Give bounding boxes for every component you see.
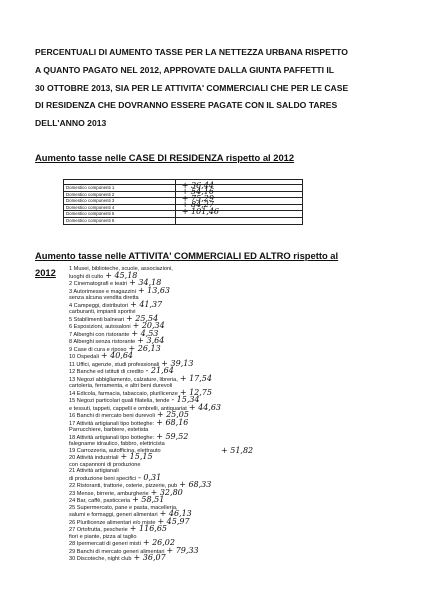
handwritten-value: + 25,54 xyxy=(126,313,159,323)
list-item xyxy=(69,328,429,339)
list-item-text: 20 Attività industriali xyxy=(69,455,119,461)
table-cell-label: Domestico componenti 3 xyxy=(64,198,176,205)
list-item xyxy=(69,270,429,281)
list-item xyxy=(69,373,429,384)
list-item xyxy=(69,555,429,563)
handwritten-value: + 17,54 xyxy=(179,373,212,383)
list-item xyxy=(69,497,429,505)
list-item-text: 7 Alberghi con ristorante xyxy=(69,331,130,338)
residential-table xyxy=(63,179,303,225)
handwritten-value: + 54,16 xyxy=(181,187,214,197)
list-item-text: Parrucchiere, barbiere, estetista xyxy=(69,427,149,433)
list-item-text: 3 Autorimesse e magazzini xyxy=(69,288,136,295)
list-item-text: 9 Case di cura e riposo xyxy=(69,346,127,353)
handwritten-value: + 36,07 xyxy=(133,553,166,562)
residential-section-title: Aumento tasse nelle CASE DI RESIDENZA rispetto al 2012 xyxy=(35,152,295,163)
list-item xyxy=(69,299,429,310)
heading-line: DI RESIDENZA CHE DOVRANNO ESSERE PAGATE CON IL SALDO TARES xyxy=(35,100,338,111)
list-item xyxy=(69,313,429,324)
list-item xyxy=(69,545,429,556)
list-item-text: 18 Attività artigianali tipo botteghe: xyxy=(69,434,155,441)
list-item-text: 26 Plurilicenze alimentari e/o miste xyxy=(69,519,156,526)
table-row xyxy=(64,211,303,218)
list-item-text: 21 Attività artigianali xyxy=(69,468,119,474)
handwritten-value: + 68,33 xyxy=(179,480,212,489)
handwritten-value: + 12,75 xyxy=(179,387,212,397)
table-cell-label: Domestico componenti 4 xyxy=(64,204,176,211)
handwritten-value: + 84,27 xyxy=(181,200,214,210)
handwritten-value: + 13,63 xyxy=(137,285,171,295)
commercial-title-line: Aumento tasse nelle ATTIVITA' COMMERCIALI ED ALTRO rispetto al xyxy=(35,250,339,261)
table-cell-label: Domestico componenti 2 xyxy=(64,191,176,198)
handwritten-value: + 51,82 xyxy=(221,445,254,455)
list-item-text: 29 Banchi di mercato generi alimentari xyxy=(69,548,165,555)
list-item xyxy=(69,358,429,369)
heading-line: A QUANTO PAGATO NEL 2012, APPROVATE DALLA GIUNTA PAFFETTI IL xyxy=(35,64,335,75)
list-item-text: fiori e piante, pizza al taglio xyxy=(69,533,137,540)
list-item-text: cartoleria, ferramenta, e altri beni durevoli xyxy=(69,383,173,389)
handwritten-value: + 3,64 xyxy=(137,336,165,345)
handwritten-value: - 15,34 xyxy=(171,395,200,404)
list-item xyxy=(69,540,429,548)
handwritten-value: + 101,46 xyxy=(181,206,220,216)
list-item xyxy=(69,487,429,498)
commercial-list xyxy=(69,266,429,563)
list-item-text: 12 Banche ed istituti di credito xyxy=(69,369,144,375)
list-item-text: 11 Uffici, agenzie, studi professionali xyxy=(69,361,160,368)
handwritten-value: + 45,97 xyxy=(157,516,190,526)
list-item-text: 16 Banchi di mercato beni durevoli xyxy=(69,413,155,419)
list-item-text: 19 Carrozzeria, autofficina, elettrauto xyxy=(69,447,161,454)
handwritten-value: + 26,02 xyxy=(142,538,175,547)
handwritten-value: + 32,80 xyxy=(150,487,183,497)
list-item-text: 30 Discoteche, night club xyxy=(69,556,132,562)
handwritten-value: + 45,18 xyxy=(105,270,138,280)
commercial-title-line: 2012 xyxy=(35,267,56,278)
handwritten-value: + 79,33 xyxy=(166,545,199,555)
handwritten-value: + 116,65 xyxy=(129,524,168,533)
list-item-text: 27 Ortofrutta, pescherie xyxy=(69,527,128,533)
list-item-text: 10 Ospedali xyxy=(69,354,99,360)
list-item-text: 28 Ipermercati di generi misti xyxy=(69,541,141,547)
list-item-text: 24 Bar, caffè, pasticceria xyxy=(69,498,131,504)
handwritten-value: + 26,13 xyxy=(128,343,161,353)
list-item-text: 17 Attività artigianali tipo botteghe: xyxy=(69,420,155,427)
list-item-text: e tessuti, tappeti, cappelli e ombrelli, antiquariat xyxy=(69,405,187,412)
list-item xyxy=(69,417,429,428)
table-cell-value xyxy=(175,217,302,224)
handwritten-value: + 34,18 xyxy=(129,278,162,287)
handwritten-value: + 25,05 xyxy=(156,410,189,419)
heading-line: PERCENTUALI DI AUMENTO TASSE PER LA NETTEZZA URBANA RISPETTO xyxy=(35,47,348,57)
list-item-text: 4 Campeggi, distributori xyxy=(69,302,129,309)
handwritten-value: + 58,51 xyxy=(132,495,165,504)
handwritten-value: - 0,31 xyxy=(138,472,162,482)
list-item-text: 22 Ristoranti, trattorie, osterie, pizzerie, pub xyxy=(69,483,178,489)
handwritten-value: + 68,16 xyxy=(156,417,189,427)
list-item-text: 8 Alberghi senza ristorante xyxy=(69,339,136,345)
list-item xyxy=(69,323,429,331)
handwritten-value: + 39,13 xyxy=(161,358,194,368)
list-item-text: carburanti, impianti sportivi xyxy=(69,309,136,315)
list-item xyxy=(69,511,429,519)
list-item xyxy=(69,454,429,462)
list-item-text: 13 Negozi abbigliamento, calzature, libreria, xyxy=(69,376,178,383)
list-item-text: 1 Musei, biblioteche, scuole, associazioni, xyxy=(69,266,173,272)
handwritten-value: + 44,63 xyxy=(188,402,222,412)
handwritten-value: + 46,13 xyxy=(159,509,192,518)
list-item xyxy=(69,338,429,346)
handwritten-value: - 21,64 xyxy=(145,366,174,375)
list-item xyxy=(69,516,429,527)
table-row xyxy=(64,217,303,224)
list-item xyxy=(69,412,429,420)
list-item xyxy=(69,387,429,398)
list-item xyxy=(69,472,429,483)
list-item-text: luoghi di culto xyxy=(69,273,104,280)
list-item xyxy=(69,353,429,361)
list-item-text: senza alcuna vendita diretta xyxy=(69,295,139,301)
handwritten-value: + 20,34 xyxy=(132,321,165,330)
list-item-text: 25 Supermercato, pane e pasta, macelleria, xyxy=(69,504,178,511)
table-cell-label: Domestico componenti 5 xyxy=(64,211,176,218)
document-heading xyxy=(35,44,427,133)
list-item xyxy=(69,397,429,405)
handwritten-value: + 15,15 xyxy=(120,452,153,461)
handwritten-value: + 75,29 xyxy=(181,193,214,203)
handwritten-value: + 4,53 xyxy=(131,328,159,338)
list-item xyxy=(69,526,429,534)
list-item-text: falegname idraulico, fabbro, elettricista xyxy=(69,441,165,447)
heading-line: DELL'ANNO 2013 xyxy=(35,118,107,129)
table-cell-label: Domestico componenti 6 xyxy=(64,217,176,224)
list-item xyxy=(69,280,429,288)
handwritten-value: + 36,44 xyxy=(181,180,214,190)
list-item-text: 14 Edicola, farmacia, tabaccaio, plurilicenze xyxy=(69,390,178,397)
list-item xyxy=(69,431,429,442)
list-item xyxy=(69,482,429,490)
table-cell-label: Domestico componenti 1 xyxy=(64,185,176,192)
list-item-text: 6 Esposizioni, autosaloni xyxy=(69,324,131,330)
list-item xyxy=(69,402,429,413)
list-item-text: di produzione beni specifici xyxy=(69,475,137,482)
handwritten-value: + 59,52 xyxy=(156,431,189,441)
list-item-text: con capannoni di produzione xyxy=(69,461,141,468)
heading-line: 30 OTTOBRE 2013, SIA PER LE ATTIVITA' COMMERCIALI CHE PER LE CASE xyxy=(35,82,349,93)
table-cell-value xyxy=(175,206,302,218)
list-item-text: 2 Cinematografi e teatri xyxy=(69,281,128,287)
handwritten-value: + 41,37 xyxy=(130,299,163,309)
list-item-text: 5 Stabilimenti balneari xyxy=(69,316,125,323)
list-item-text: 23 Mense, birrerie, amburgherie xyxy=(69,490,149,497)
list-item xyxy=(69,368,429,376)
handwritten-value: + 40,64 xyxy=(100,351,134,360)
list-item-text: salumi e formaggi, generi alimentari xyxy=(69,512,158,518)
list-item-text: 15 Negozi particolari quali filatelia, tende xyxy=(69,398,170,404)
list-item xyxy=(69,285,429,296)
